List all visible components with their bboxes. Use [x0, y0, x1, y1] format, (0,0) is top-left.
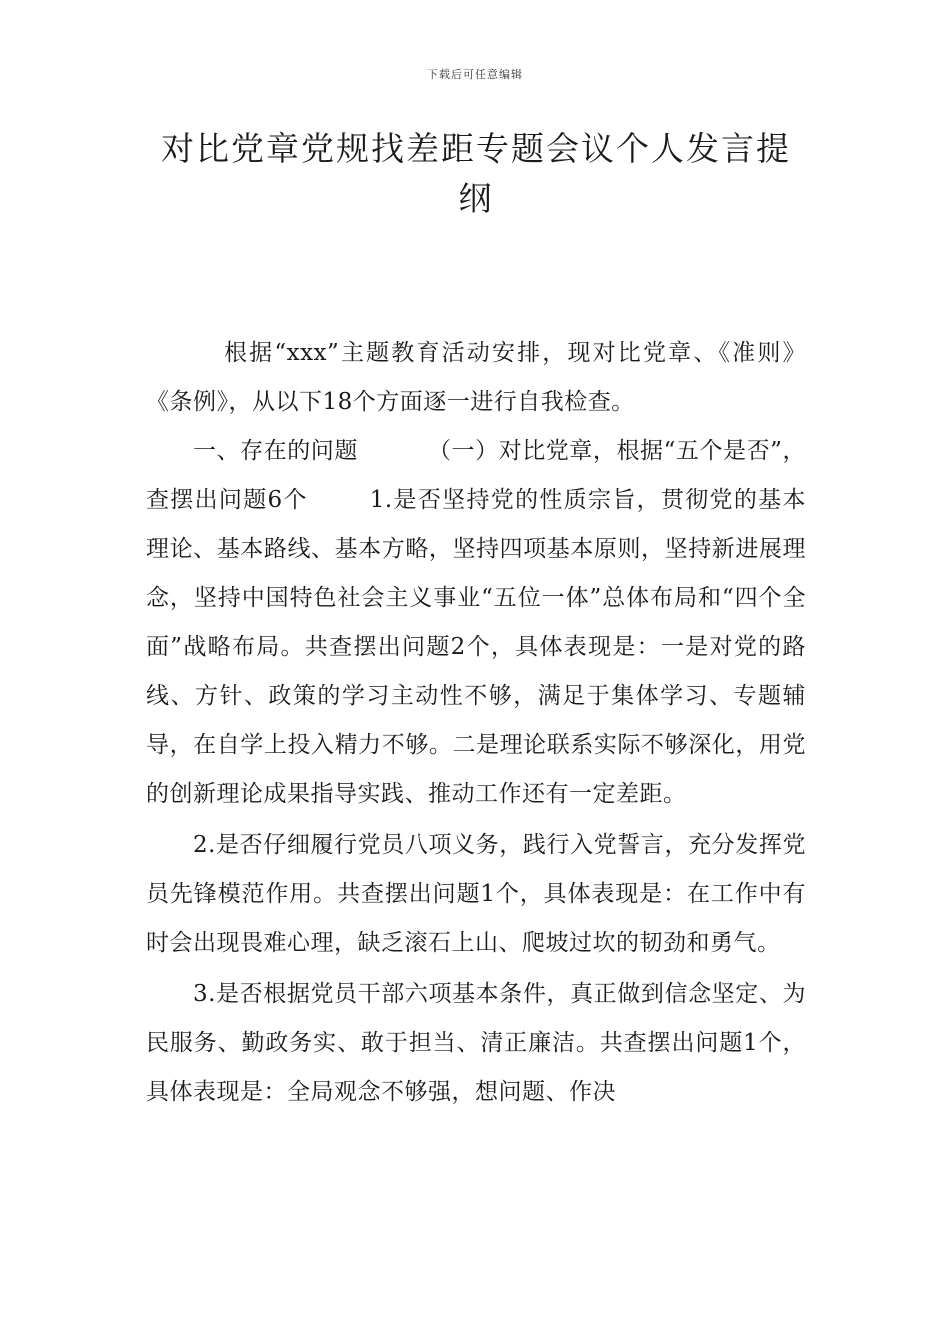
sub-heading: （一）对比党章，根据“五个是否”，查摆出问题6个	[146, 438, 806, 513]
section-heading: 一、存在的问题	[193, 438, 358, 464]
document-title: 对比党章党规找差距专题会议个人发言提纲	[161, 129, 791, 218]
item-2-paragraph: 2.是否仔细履行党员八项义务，践行入党誓言，充分发挥党员先锋模范作用。共查摆出问题1个，具体表现是：在工作中有时会出现畏难心理，缺乏滚石上山、爬坡过坎的韧劲和勇气。	[146, 832, 806, 956]
header-note: 下载后可任意编辑	[427, 68, 523, 81]
item-1-text: 1.是否坚持党的性质宗旨，贯彻党的基本理论、基本路线、基本方略，坚持四项基本原则，坚持新进展理念，坚持中国特色社会主义事业“五位一体”总体布局和“四个全面”战略布局。共查摆出问题2个，具体表现是：一是对党的路线、方针、政策的学习主动性不够，满足于集体学习、专题辅导，在自学上投入精力不够。二是理论联系实际不够深化，用党的创新理论成果指导实践、推动工作还有一定差距。	[146, 487, 806, 807]
intro-paragraph: 根据“xxx”主题教育活动安排，现对比党章、《准则》《条例》，从以下18个方面逐一进行自我检查。	[146, 340, 806, 415]
item-3-paragraph: 3.是否根据党员干部六项基本条件，真正做到信念坚定、为民服务、勤政务实、敢于担当、清正廉洁。共查摆出问题1个，具体表现是：全局观念不够强，想问题、作决	[146, 981, 806, 1105]
document-body	[146, 329, 806, 1117]
section-paragraph	[146, 427, 806, 819]
